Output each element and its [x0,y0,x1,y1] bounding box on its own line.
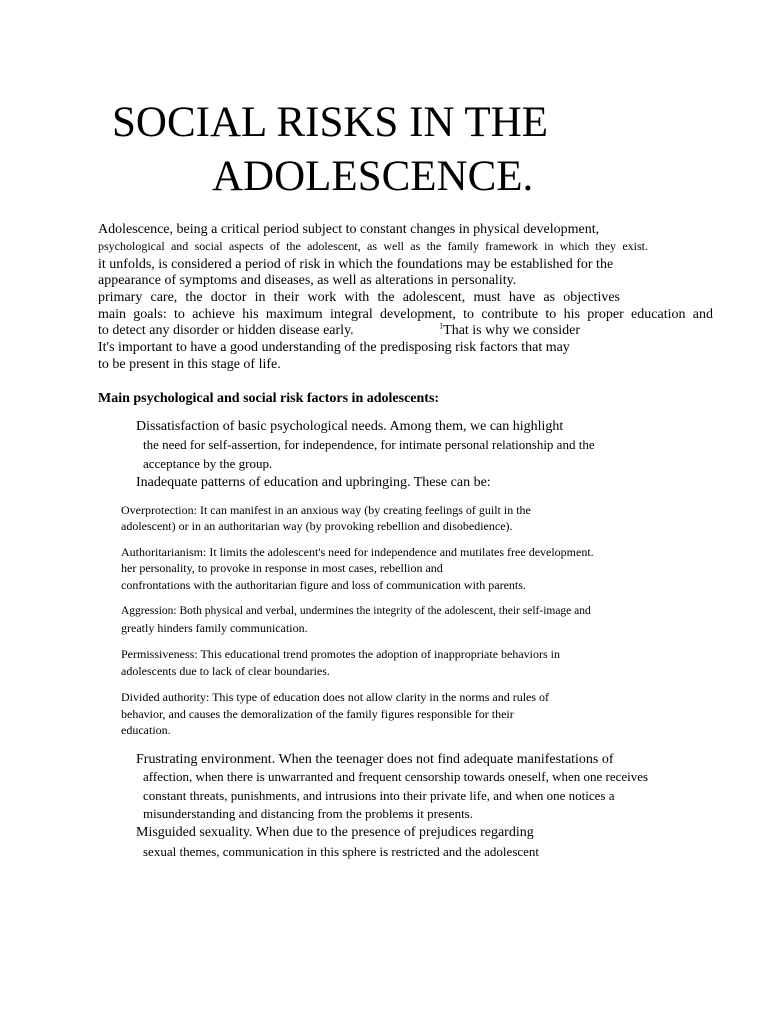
bullet-1-text: Dissatisfaction of basic psychological needs. Among them, we can highlight [136,419,564,434]
intro-line-4: appearance of symptoms and diseases, as well as alterations in personality. [98,273,517,288]
bullet-4-line-1 [122,824,534,841]
authoritarianism-line-2: her personality, to provoke in response in most cases, rebellion and [121,561,443,575]
intro-line-7-end: That is why we consider [443,323,580,338]
intro-line-6: main goals: to achieve his maximum integral development, to contribute to his proper education and [98,307,713,322]
divided-authority-line-1: Divided authority: This type of education does not allow clarity in the norms and rules of [121,690,550,704]
section-heading: Main psychological and social risk factors in adolescents: [98,391,440,406]
bullet-4-line-2: sexual themes, communication in this sphere is restricted and the adolescent [143,844,540,859]
intro-line-2: psychological and social aspects of the adolescent, as well as the family framework in which they exist. [98,239,648,253]
divided-authority-line-2: behavior, and causes the demoralization of the family figures responsible for their [121,707,514,721]
bullet-4-text: Misguided sexuality. When due to the presence of prejudices regarding [136,825,534,840]
intro-line-5: primary care, the doctor in their work with the adolescent, must have as objectives [98,290,620,305]
bullet-1-line-3: acceptance by the group. [143,456,273,471]
aggression-line-2: greatly hinders family communication. [121,621,308,635]
authoritarianism-line-1: Authoritarianism: It limits the adolescent's need for independence and mutilates free development. [121,545,594,559]
title-line-2: ADOLESCENCE. [212,153,534,200]
intro-line-7-tail [439,322,580,339]
intro-line-7-main: to detect any disorder or hidden disease early. [98,323,354,338]
intro-line-9: to be present in this stage of life. [98,357,281,372]
permissiveness-line-2: adolescents due to lack of clear boundaries. [121,664,330,678]
title-line-1: SOCIAL RISKS IN THE [112,99,549,146]
bullet-3-line-3: constant threats, punishments, and intrusions into their private life, and when one notices a [143,788,615,803]
intro-line-8: It's important to have a good understanding of the predisposing risk factors that may [98,340,570,355]
bullet-3-line-1 [122,751,614,768]
permissiveness-line-1: Permissiveness: This educational trend promotes the adoption of inappropriate behaviors in [121,647,561,661]
bullet-2-text: Inadequate patterns of education and upbringing. These can be: [136,475,491,490]
overprotection-line-1: Overprotection: It can manifest in an anxious way (by creating feelings of guilt in the [121,503,531,517]
intro-line-3: it unfolds, is considered a period of risk in which the foundations may be established for the [98,257,614,272]
intro-line-1: Adolescence, being a critical period subject to constant changes in physical development, [98,222,600,237]
bullet-3-line-4: misunderstanding and distancing from the problems it presents. [143,806,473,821]
bullet-1-line-2: the need for self-assertion, for independence, for intimate personal relationship and the [143,437,595,452]
footnote-reference: 1 [439,321,444,331]
divided-authority-line-3: education. [121,723,171,737]
bullet-2-line-1 [122,474,491,491]
intro-line-7 [98,322,580,339]
overprotection-line-2: adolescent) or in an authoritarian way (by provoking rebellion and disobedience). [121,519,513,533]
bullet-3-line-2: affection, when there is unwarranted and frequent censorship towards oneself, when one receives [143,769,649,784]
authoritarianism-line-3: confrontations with the authoritarian figure and loss of communication with parents. [121,578,526,592]
bullet-1-line-1 [122,418,563,435]
bullet-3-text: Frustrating environment. When the teenager does not find adequate manifestations of [136,752,614,767]
aggression-line-1: Aggression: Both physical and verbal, undermines the integrity of the adolescent, their self-image and [121,605,591,617]
